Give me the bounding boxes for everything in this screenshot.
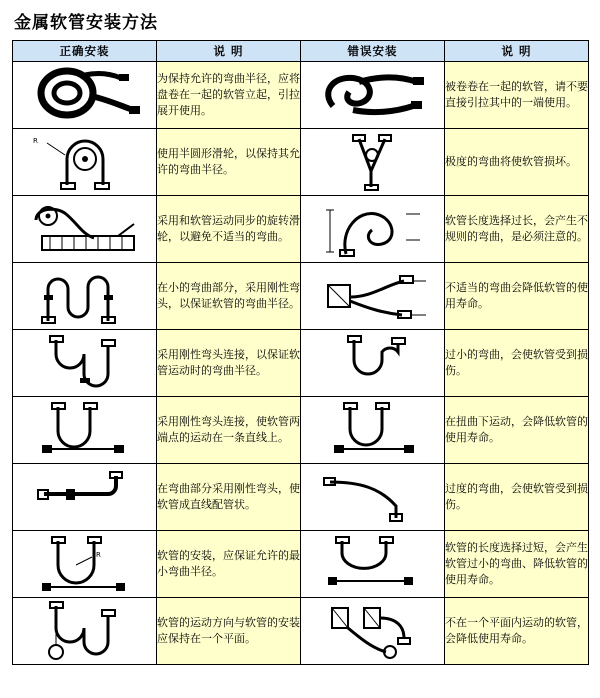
desc-cell: 不在一个平面内运动的软管，会降低使用寿命。 [445,598,589,665]
header-correct-desc: 说 明 [157,41,301,62]
header-correct-install: 正确安装 [13,41,157,62]
desc-cell: 采用刚性弯头连接，使软管两端点的运动在一条直线上。 [157,397,301,464]
figure-same-plane-motion-correct [13,598,157,665]
table-row [13,196,589,263]
header-wrong-desc: 说 明 [445,41,589,62]
table-header-row [13,41,589,62]
figure-out-of-plane-motion-wrong [301,598,445,665]
table-row [13,531,589,598]
figure-rigid-elbow-straight-line-correct [13,397,157,464]
desc-cell: 在弯曲部分采用刚性弯头，使软管成直线配管状。 [157,464,301,531]
desc-cell: 不适当的弯曲会降低软管的使用寿命。 [445,263,589,330]
table-row [13,464,589,531]
desc-cell: 软管的安装，应保证允许的最小弯曲半径。 [157,531,301,598]
desc-cell: 软管的运动方向与软管的安装应保持在一个平面。 [157,598,301,665]
figure-improper-bend-shortens-life-wrong [301,263,445,330]
figure-synchronized-rotating-pulley-correct [13,196,157,263]
figure-minimum-bend-radius-install-correct [13,531,157,598]
table-row [13,598,589,665]
desc-cell: 使用半圆形滑轮，以保持其允许的弯曲半径。 [157,129,301,196]
desc-cell: 过度的弯曲，会使软管受到损伤。 [445,464,589,531]
desc-cell: 被卷卷在一起的软管，请不要直接引拉其中的一端使用。 [445,62,589,129]
svg-text:R: R [95,551,101,559]
figure-too-small-bend-damage-wrong [301,330,445,397]
desc-cell: 极度的弯曲将使软管损坏。 [445,129,589,196]
figure-too-long-hose-irregular-bend-wrong [301,196,445,263]
figure-excessive-bend-damage-wrong [301,464,445,531]
figure-coiled-hose-pulled-wrong [301,62,445,129]
figure-twisting-motion-wrong [301,397,445,464]
figure-coiled-hose-flat-correct [13,62,157,129]
page-title: 金属软管安装方法 [14,13,158,33]
table-row [13,330,589,397]
figure-rigid-bend-small-radius-correct [13,263,157,330]
table-row [13,129,589,196]
table-row [13,397,589,464]
figure-straight-piping-with-elbow-correct [13,464,157,531]
installation-methods-table [12,40,589,665]
header-wrong-install: 错误安装 [301,41,445,62]
figure-rigid-elbow-connection-correct [13,330,157,397]
desc-cell: 软管长度选择过长，会产生不规则的弯曲，是必须注意的。 [445,196,589,263]
desc-cell: 采用和软管运动同步的旋转滑轮，以避免不适当的弯曲。 [157,196,301,263]
desc-cell: 过小的弯曲，会使软管受到损伤。 [445,330,589,397]
svg-text:R: R [32,137,38,145]
figure-sharp-bend-pulley-wrong [301,129,445,196]
figure-semicircular-pulley-correct [13,129,157,196]
figure-too-long-hose-small-bend-wrong [301,531,445,598]
desc-cell: 为保持允许的弯曲半径，应将盘卷在一起的软管立起，引拉展开使用。 [157,62,301,129]
desc-cell: 采用刚性弯头连接，以保证软管运动时的弯曲半径。 [157,330,301,397]
table-row [13,62,589,129]
desc-cell: 在小的弯曲部分，采用刚性弯头，以保证软管的弯曲半径。 [157,263,301,330]
table-row [13,263,589,330]
desc-cell: 软管的长度选择过短，会产生软管过小的弯曲、降低软管的使用寿命。 [445,531,589,598]
desc-cell: 在扭曲下运动，会降低软管的使用寿命。 [445,397,589,464]
